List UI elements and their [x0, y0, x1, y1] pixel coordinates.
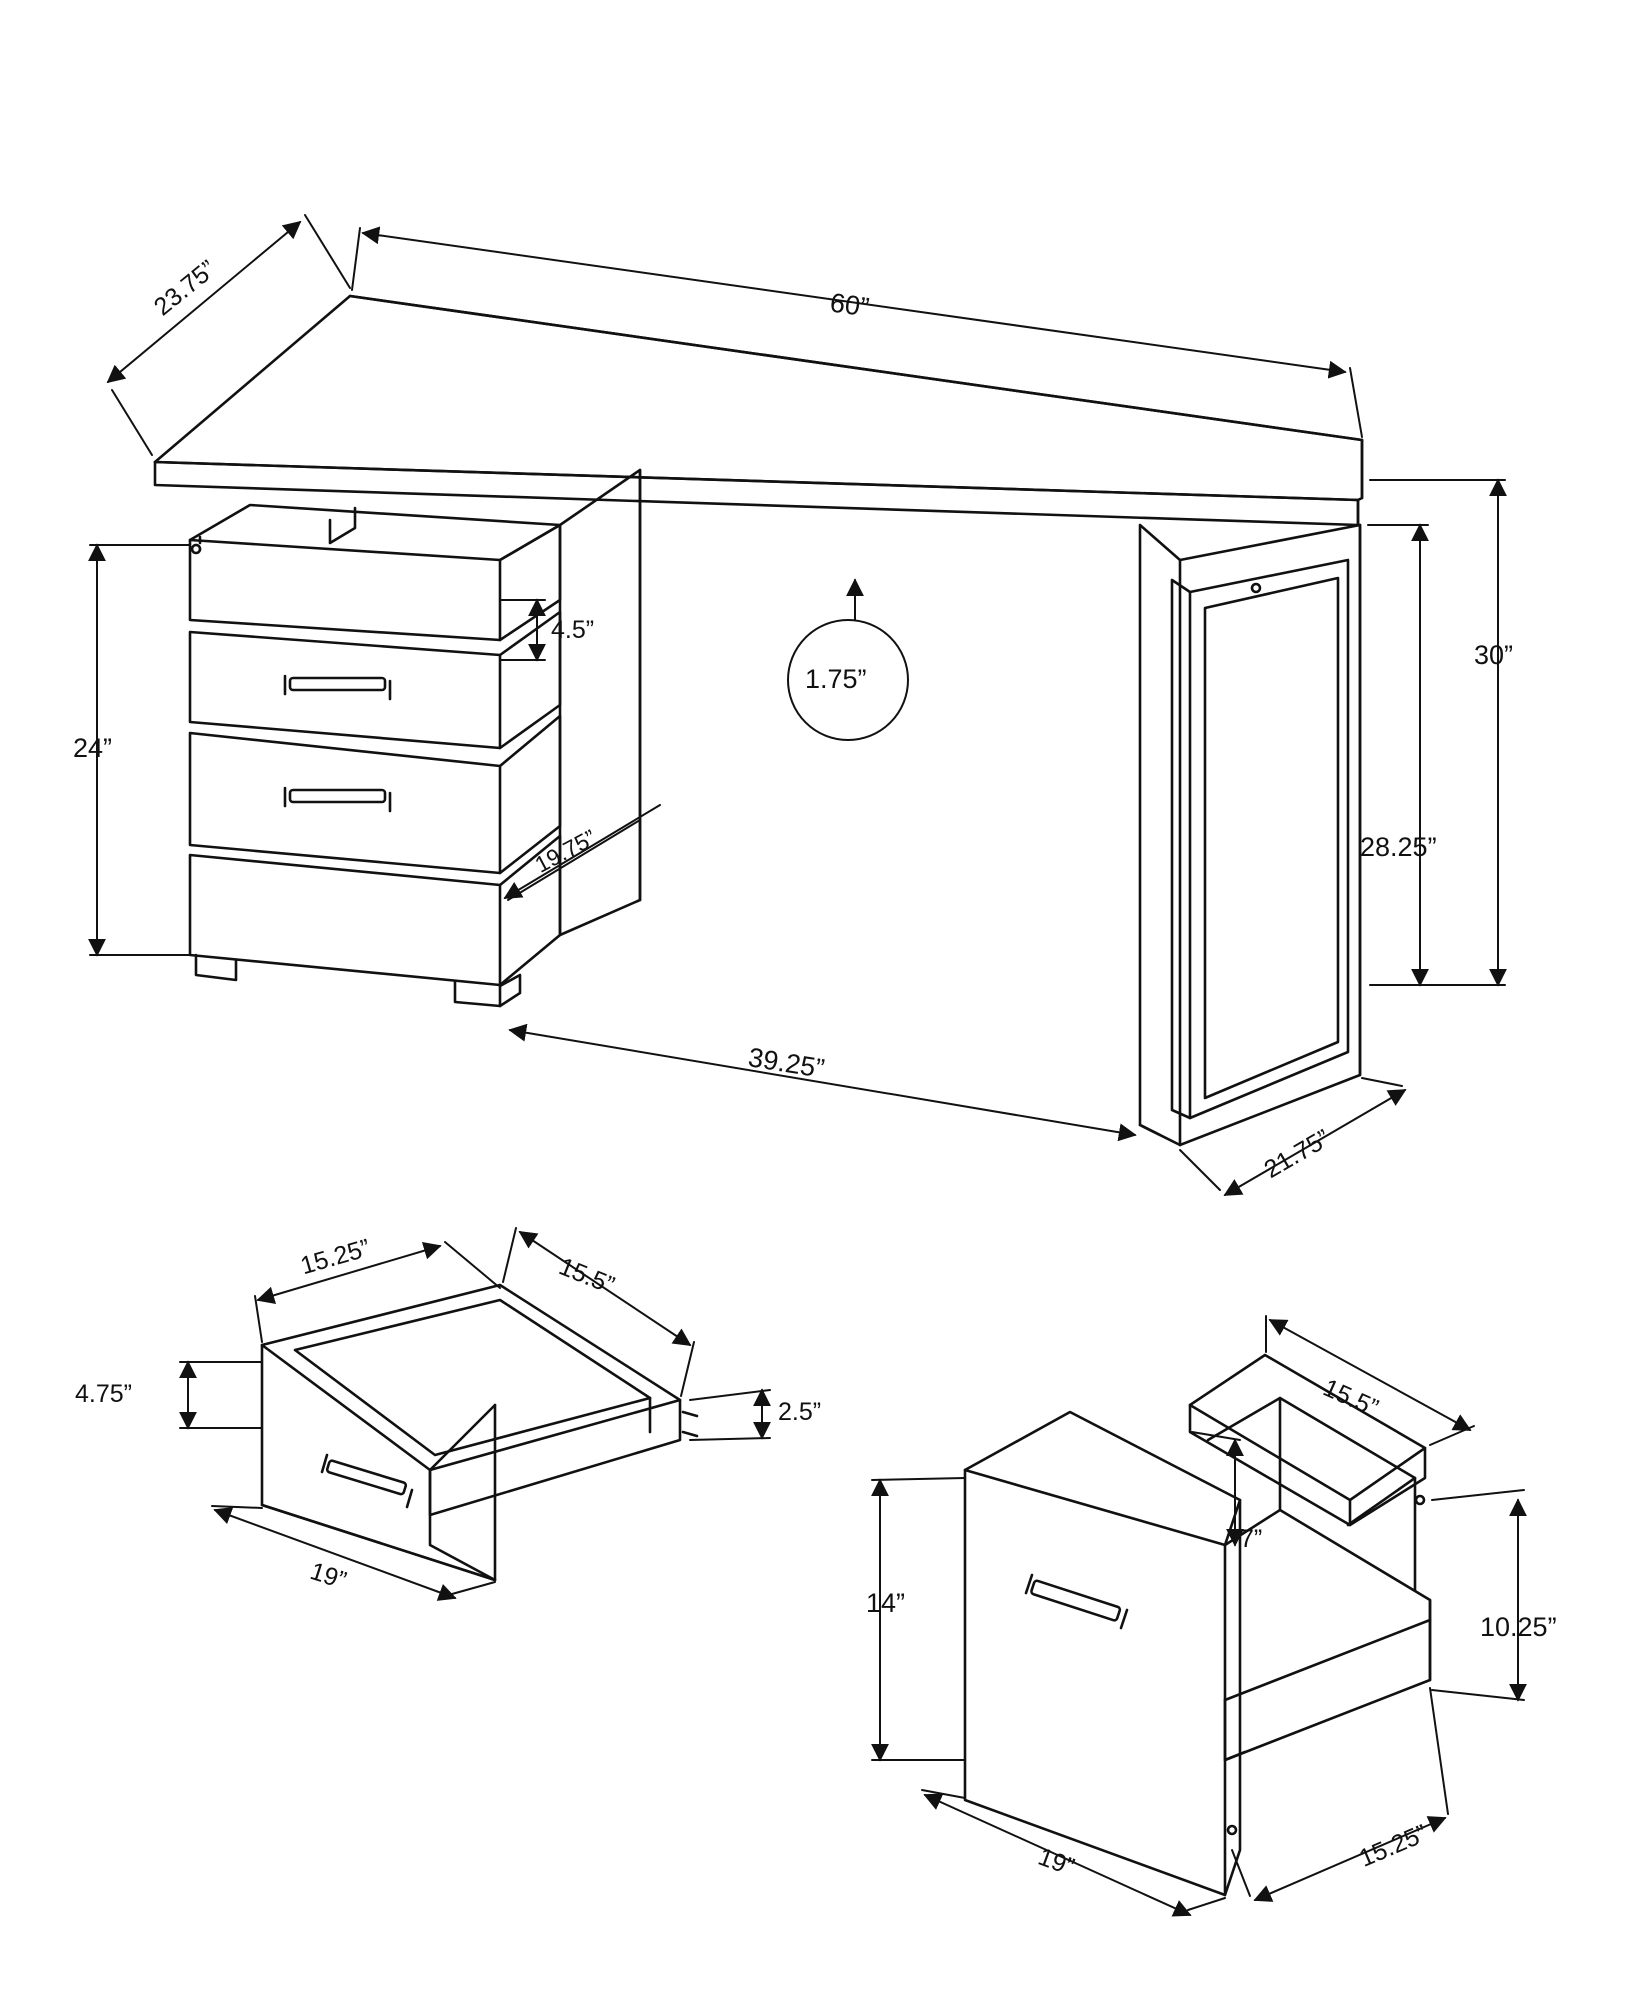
dim-drawer-box-height: 2.5” — [778, 1398, 822, 1426]
dim-file-box-height: 10.25” — [1480, 1612, 1557, 1642]
dim-keyboard-opening: 4.5” — [551, 616, 595, 644]
left-cabinet — [190, 470, 640, 1006]
dim-file-box-depth: 15.5” — [1318, 1373, 1383, 1423]
dim-drawer-box-depth: 15.5” — [555, 1252, 619, 1300]
dim-drawer-front-height: 4.75” — [75, 1380, 132, 1408]
dim-height-leg: 28.25” — [1360, 832, 1437, 862]
dim-depth-top-left: 23.75” — [148, 254, 222, 322]
file-drawer — [965, 1355, 1430, 1895]
dimension-lines-file-drawer — [872, 1316, 1524, 1915]
dim-file-front-height: 14” — [866, 1588, 906, 1618]
dim-file-overall-width: 19” — [1034, 1842, 1079, 1882]
dimension-lines-small-drawer — [180, 1228, 770, 1598]
dim-file-box-width: 15.25” — [1355, 1819, 1432, 1873]
dim-height-overall: 30” — [1474, 640, 1514, 670]
desk-top-surface — [155, 295, 1362, 525]
dim-width-top: 60” — [828, 287, 871, 323]
dim-leg-depth: 21.75” — [1259, 1124, 1335, 1184]
dim-cabinet-height: 24” — [73, 733, 113, 763]
small-drawer — [262, 1285, 697, 1580]
dim-drawer-overall-width: 19” — [306, 1557, 350, 1595]
dim-top-thickness: 1.75” — [805, 664, 867, 694]
dim-cabinet-depth: 19.75” — [530, 824, 601, 878]
dim-clear-span: 39.25” — [746, 1042, 827, 1084]
dim-file-inner-height: 7” — [1240, 1525, 1263, 1553]
right-leg-panel — [1140, 525, 1360, 1145]
dim-drawer-front-width: 15.25” — [297, 1233, 374, 1281]
